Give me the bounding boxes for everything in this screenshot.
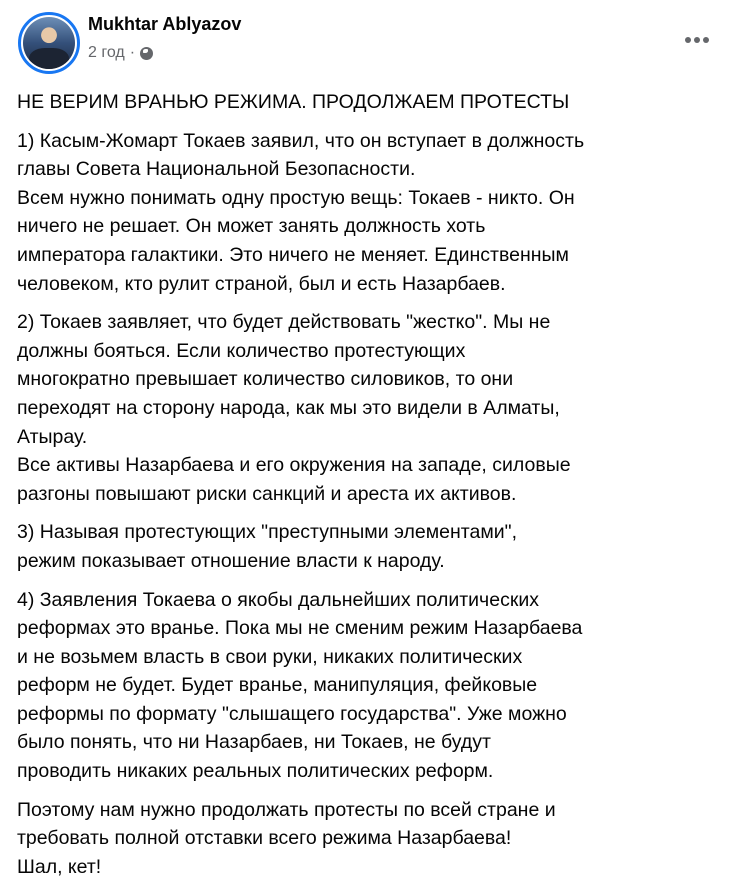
text-line: реформах это вранье. Пока мы не сменим режим Назарбаева (17, 617, 583, 640)
text-line: реформы по формату "слышащего государства". Уже можно (17, 702, 567, 725)
text-line: проводить никаких реальных политических реформ. (17, 760, 494, 783)
post-headline (17, 88, 732, 117)
text-line: режим показывает отношение власти к народу. (17, 549, 445, 572)
text-line: 3) Называя протестующих "преступными элементами", (17, 521, 517, 544)
post-text (17, 88, 732, 891)
text-line: 1) Касым-Жомарт Токаев заявил, что он вступает в должность (17, 129, 585, 152)
globe-icon[interactable] (140, 47, 153, 60)
text-line: Поэтому нам нужно продолжать протесты по всей стране и (17, 798, 556, 821)
text-line: Все активы Назарбаева и его окружения на западе, силовые (17, 454, 571, 477)
author-name[interactable]: Mukhtar Ablyazov (88, 14, 242, 34)
text-line: 2) Токаев заявляет, что будет действовать "жестко". Мы не (17, 311, 551, 334)
text-line: Шал, кет! (17, 855, 102, 878)
text-line: Всем нужно понимать одну простую вещь: Токаев - никто. Он (17, 186, 575, 209)
text-line: переходят на сторону народа, как мы это видели в Алматы, (17, 396, 560, 419)
text-line: императора галактики. Это ничего не меняет. Единственным (17, 243, 569, 266)
text-line: требовать полной отставки всего режима Назарбаева! (17, 827, 512, 850)
text-line: реформ не будет. Будет вранье, манипуляция, фейковые (17, 674, 538, 697)
avatar[interactable] (18, 12, 80, 74)
text-line: главы Совета Национальной Безопасности. (17, 158, 416, 181)
meta-separator: · (129, 44, 136, 61)
text-line: 4) Заявления Токаева о якобы дальнейших политических (17, 588, 539, 611)
post-paragraph (17, 586, 732, 786)
post-meta (88, 44, 153, 62)
post-paragraph (17, 796, 732, 882)
post-time[interactable]: 2 год (88, 44, 125, 61)
text-line: НЕ ВЕРИМ ВРАНЬЮ РЕЖИМА. ПРОДОЛЖАЕМ ПРОТЕСТЫ (17, 91, 570, 113)
avatar-photo (23, 17, 75, 69)
post-paragraph (17, 308, 732, 508)
text-line: Атырау. (17, 425, 88, 448)
text-line: ничего не решает. Он может занять должность хоть (17, 215, 486, 238)
text-line: и не возьмем власть в свои руки, никаких политических (17, 645, 523, 668)
text-line: многократно превышает количество силовиков, то они (17, 368, 514, 391)
more-options-icon[interactable] (682, 30, 712, 50)
text-line: было понять, что ни Назарбаев, ни Токаев, не будут (17, 731, 491, 754)
post-paragraph (17, 518, 732, 575)
text-line: должны бояться. Если количество протестующих (17, 339, 466, 362)
text-line: разгоны повышают риски санкций и ареста их активов. (17, 482, 517, 505)
text-line: человеком, кто рулит страной, был и есть Назарбаев. (17, 272, 506, 295)
post-paragraph (17, 127, 732, 299)
